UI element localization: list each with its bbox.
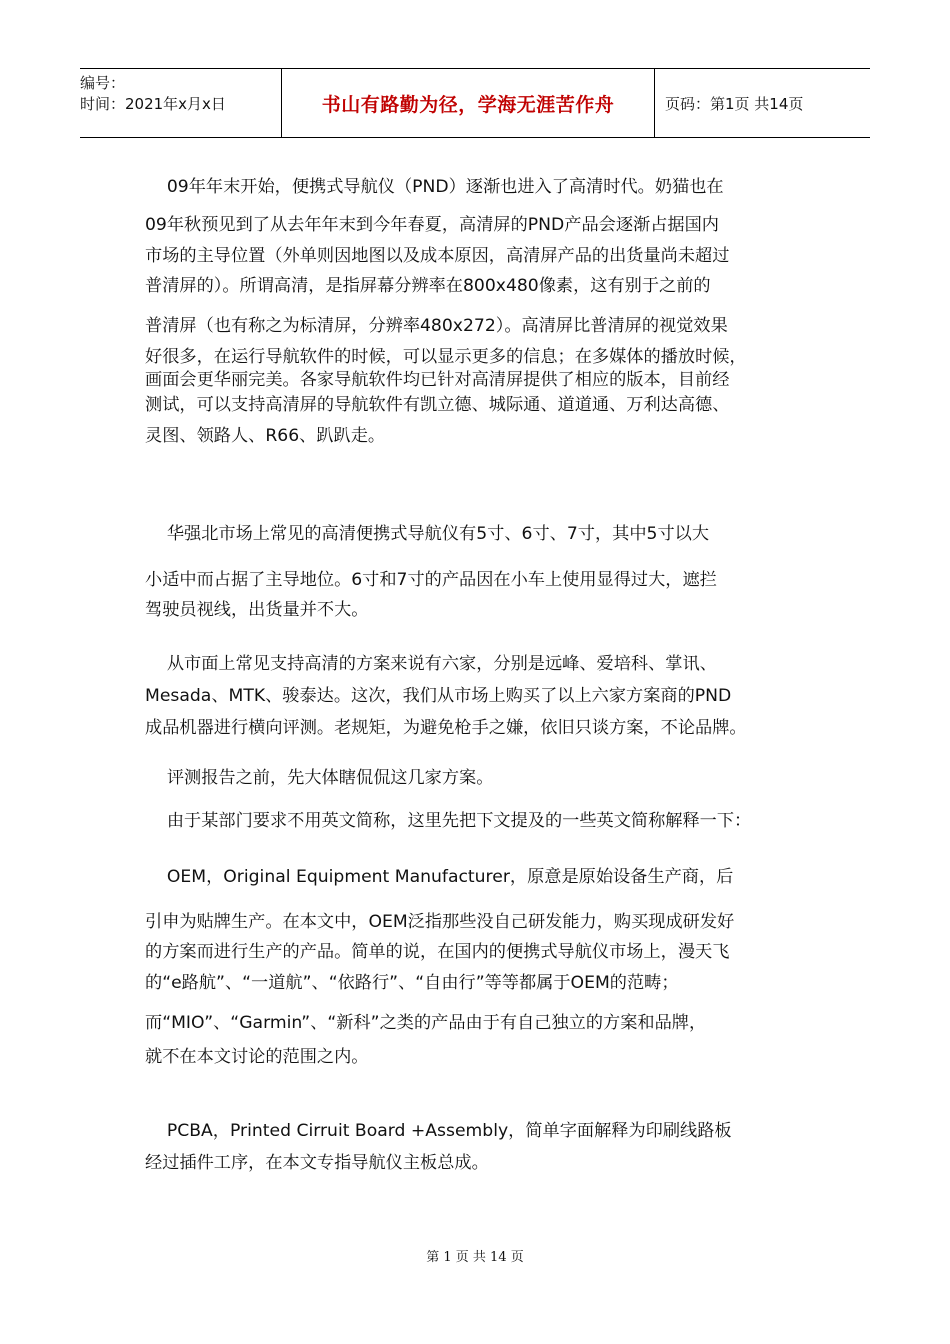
text-line: 评测报告之前，先大体瞎侃侃这几家方案。 xyxy=(145,768,494,788)
text-line: 由于某部门要求不用英文简称，这里先把下文提及的一些英文简称解释一下： xyxy=(145,811,752,831)
text-line: 驾驶员视线，出货量并不大。 xyxy=(145,600,369,620)
text-line: 好很多，在运行导航软件的时候，可以显示更多的信息；在多媒体的播放时候， xyxy=(145,347,747,367)
header-page-info: 页码：第1页 共14页 xyxy=(665,94,804,113)
text-line: 经过插件工序，在本文专指导航仪主板总成。 xyxy=(145,1153,489,1173)
text-line: 画面会更华丽完美。各家导航软件均已针对高清屏提供了相应的版本，目前经 xyxy=(145,370,730,390)
paragraph-abbreviations-intro xyxy=(145,806,815,831)
text-line: 引申为贴牌生产。在本文中，OEM泛指那些没自己研发能力，购买现成研发好 xyxy=(145,912,735,932)
text-line: 09年秋预见到了从去年年末到今年春夏，高清屏的PND产品会逐渐占据国内 xyxy=(145,215,719,235)
text-line: 灵图、领路人、R66、趴趴走。 xyxy=(145,426,386,446)
text-line: PCBA，Printed Cirruit Board +Assembly，简单字面解释为印刷线路板 xyxy=(145,1121,732,1141)
text-line: OEM，Original Equipment Manufacturer，原意是原始设备生产商，后 xyxy=(145,867,734,887)
text-line: 普清屏的）。所谓高清，是指屏幕分辨率在800x480像素，这有别于之前的 xyxy=(145,276,711,296)
text-line: 而“MIO”、“Garmin”、“新科”之类的产品由于有自己独立的方案和品牌， xyxy=(145,1013,707,1033)
header-meta xyxy=(80,69,281,137)
text-line: 小适中而占据了主导地位。6寸和7寸的产品因在小车上使用显得过大，遮拦 xyxy=(145,570,717,590)
text-line: Mesada、MTK、骏泰达。这次，我们从市场上购买了以上六家方案商的PND xyxy=(145,686,732,706)
header-motto-cell xyxy=(281,69,655,137)
text-line: 普清屏（也有称之为标清屏，分辨率480x272）。高清屏比普清屏的视觉效果 xyxy=(145,316,728,336)
text-line: 的方案而进行生产的产品。简单的说，在国内的便携式导航仪市场上，漫天飞 xyxy=(145,942,730,962)
page-footer: 第 1 页 共 14 页 xyxy=(426,1250,524,1265)
text-line: 从市面上常见支持高清的方案来说有六家，分别是远峰、爱培科、掌讯、 xyxy=(145,654,717,674)
paragraph-preface xyxy=(145,763,815,788)
header-page-info-cell xyxy=(655,69,870,137)
date-label: 时间：2021年x月x日 xyxy=(80,95,226,113)
text-line: 市场的主导位置（外单则因地图以及成本原因，高清屏产品的出货量尚未超过 xyxy=(145,246,730,266)
paragraph-six-vendors xyxy=(145,649,815,741)
text-line: 华强北市场上常见的高清便携式导航仪有5寸、6寸、7寸，其中5寸以大 xyxy=(145,524,710,544)
text-line: 成品机器进行横向评测。老规矩，为避免枪手之嫌，依旧只谈方案，不论品牌。 xyxy=(145,718,747,738)
paragraph-pnd-hd-era xyxy=(145,172,815,449)
paragraph-oem-definition xyxy=(145,862,815,1070)
paragraph-pcba-definition xyxy=(145,1116,815,1176)
text-line: 的“e路航”、“一道航”、“依路行”、“自由行”等等都属于OEM的范畴； xyxy=(145,973,679,993)
header-motto: 书山有路勤为径，学海无涯苦作舟 xyxy=(321,93,615,116)
text-line: 09年年末开始，便携式导航仪（PND）逐渐也进入了高清时代。奶猫也在 xyxy=(145,177,724,197)
text-line: 就不在本文讨论的范围之内。 xyxy=(145,1047,369,1067)
text-line: 测试，可以支持高清屏的导航软件有凯立德、城际通、道道通、万利达高德、 xyxy=(145,395,730,415)
page-header xyxy=(80,68,870,138)
paragraph-screen-sizes xyxy=(145,519,815,623)
number-label: 编号： xyxy=(80,74,126,92)
